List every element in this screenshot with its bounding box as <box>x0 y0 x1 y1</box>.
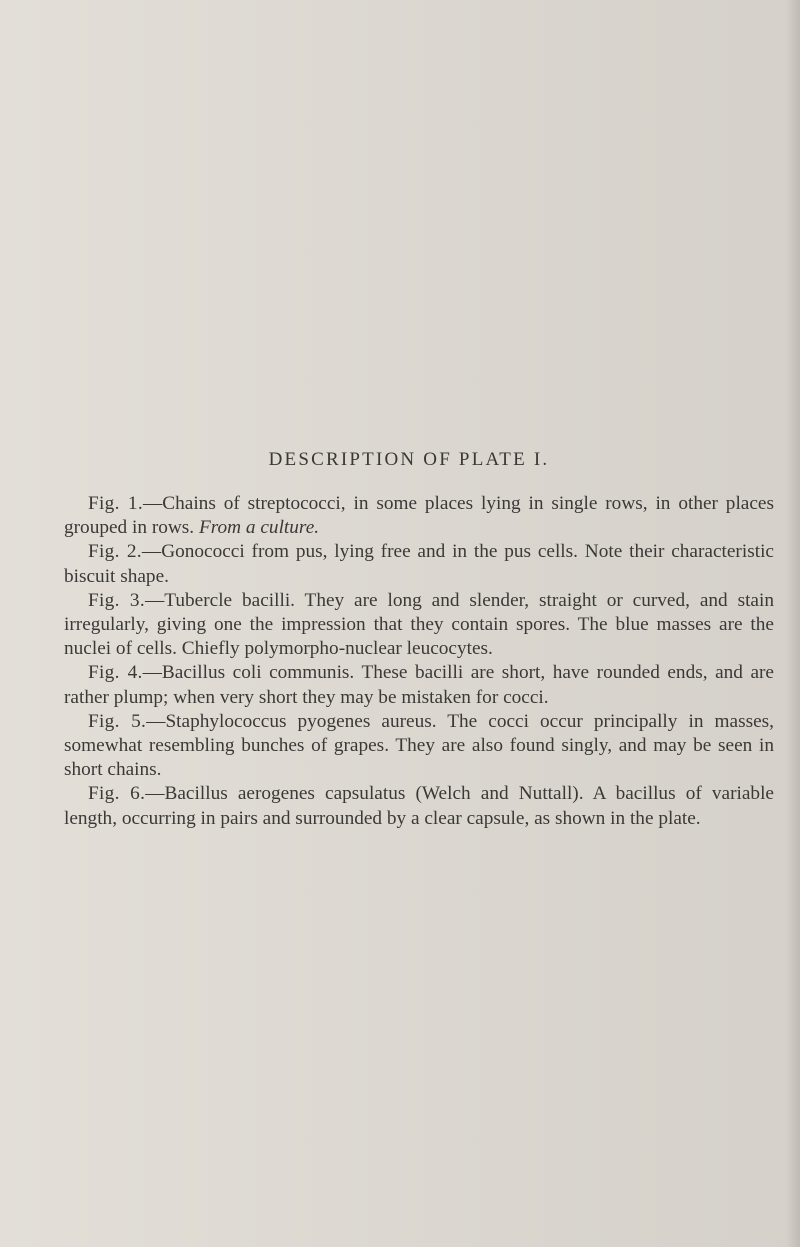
figure-2-text: —Gonococci from pus, lying free and in the pus cells. Note their characteristic biscuit shape. <box>64 541 774 587</box>
figure-4-description <box>64 661 774 709</box>
figure-1-text: —Chains of streptococci, in some places lying in single rows, in other places grouped in rows. <box>64 493 774 539</box>
figure-2-label: Fig. 2. <box>88 541 142 563</box>
figure-6-description <box>64 782 774 830</box>
figure-1-note: From a culture. <box>198 517 320 539</box>
figure-1-description <box>64 492 774 540</box>
figure-5-label: Fig. 5. <box>88 710 147 732</box>
figure-3-label: Fig. 3. <box>88 589 145 611</box>
figure-5-description <box>64 710 774 783</box>
figure-4-label: Fig. 4. <box>88 662 143 684</box>
figure-6-text: —Bacillus aerogenes capsulatus (Welch and Nuttall). A bacillus of variable length, occurring in pairs and surrounded by a clear capsule, as shown in the plate. <box>64 783 774 829</box>
figure-2-description <box>64 540 774 588</box>
figure-1-label: Fig. 1. <box>88 493 143 514</box>
figure-5-text: —Staphylococcus pyogenes aureus. The cocci occur principally in masses, somewhat resembling bunches of grapes. They are also found singly, and may be seen in short chains. <box>64 710 774 781</box>
figure-4-text: —Bacillus coli communis. These bacilli are short, have rounded ends, and are rather plump; when very short they may be mistaken for cocci. <box>64 662 774 708</box>
figure-6-label: Fig. 6. <box>88 783 146 805</box>
figure-descriptions <box>64 492 774 831</box>
figure-3-text: —Tubercle bacilli. They are long and slender, straight or curved, and stain irregularly, giving one the impression that they contain spores. The blue masses are the nuclei of cells. Chiefly polymorpho-nuclear leucocytes. <box>64 589 774 660</box>
plate-title: DESCRIPTION OF PLATE I. <box>268 449 550 470</box>
figure-3-description <box>64 589 774 662</box>
page-edge-shadow <box>786 0 800 1247</box>
